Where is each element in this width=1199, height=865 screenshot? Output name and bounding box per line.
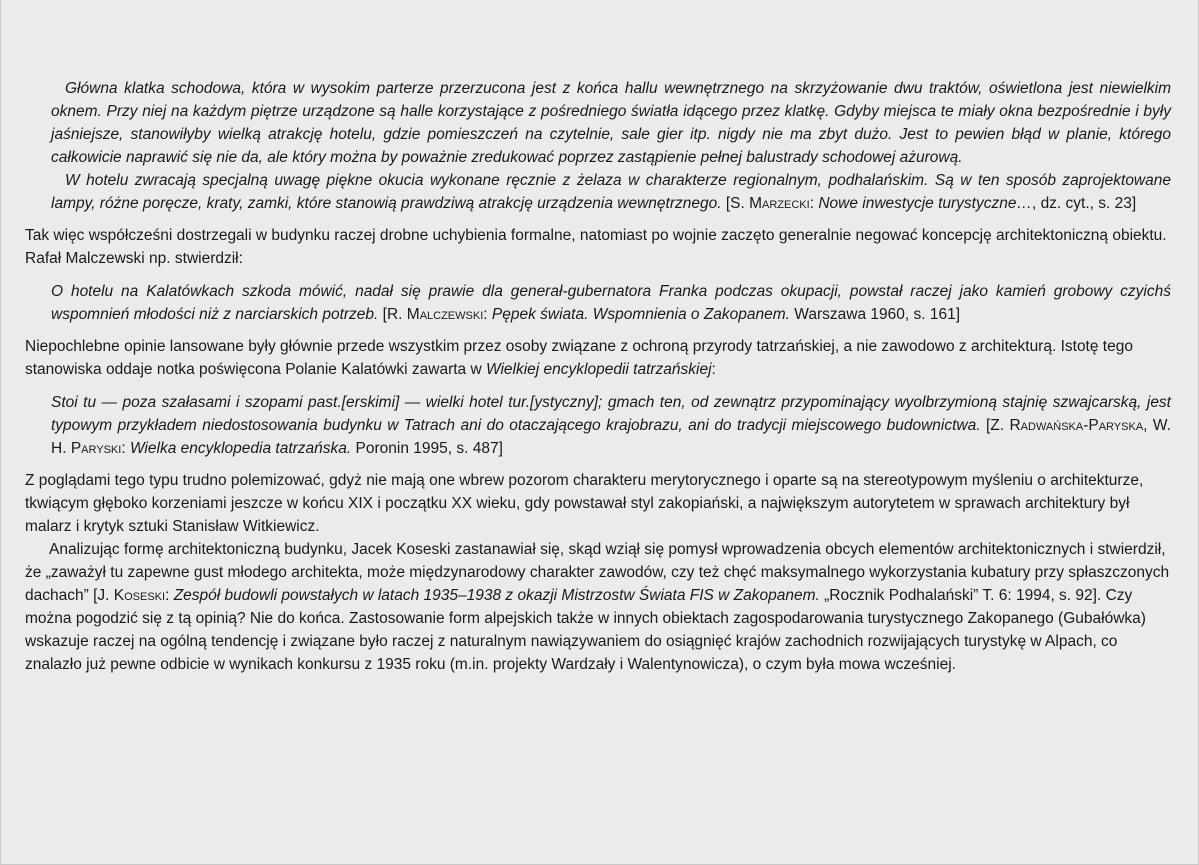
citation-author: Radwańska-Paryska <box>1009 417 1144 434</box>
quote-paragraph: Główna klatka schodowa, która w wysokim parterze przerzucona jest z końca hallu wewnętrznego na skrzyżowanie dwu traktów, oświetlona jest niewielkim oknem. Przy niej na każdym piętrze urządzone są halle korzystające z pośredniego światła idącego przez klatkę. Gdyby miejsca te miały okna bezpośrednie i były jaśniejsze, stanowiłyby wielką atrakcję hotelu, gdzie pomieszczeń na czytelnie, sale gier itp. nigdy nie ma zbyt dużo. Jest to pewien błąd w planie, którego całkowicie naprawić się nie da, ale który można by poważnie zredukować poprzez zastąpienie pełnej balustrady schodowej ażurową. <box>51 80 1171 166</box>
block-quote-malczewski: O hotelu na Kalatówkach szkoda mówić, nadał się prawie dla generał-gubernatora Franka podczas okupacji, powstał raczej jako kamień grobowy czyichś wspomnień młodości niż z narciarskich potrzeb. [R. Malczewski: Pępek świata. Wspomnienia o Zakopanem. Warszawa 1960, s. 161] <box>51 283 1171 323</box>
citation: [S. <box>721 195 750 212</box>
paragraph: Analizując formę architektoniczną budynku, Jacek Koseski zastanawiał się, skąd wziął się pomysł wprowadzenia obcych elementów architektonicznych i stwierdził, że „zaważył tu zapewne gust młodego architekta, może międzynarodowy charakter zawodów, czy też chęć maksymalnego wykorzystania kubatury przy spłaszczonych dachach” [J. Koseski: Zespół budowli powstałych w latach 1935–1938 z okazji Mistrzostw Świata FIS w Zakopanem. „Rocznik Podhalański” T. 6: 1994, s. 92]. Czy można pogodzić się z tą opinią? Nie do końca. Zastosowanie form alpejskich także w innych obiektach zagospodarowania turystycznego Zakopanego (Gubałówka) wskazuje raczej na ogólną tendencję i związane było raczej z naturalnym nawiązywaniem do osiągnięć krajów zachodnich rozwijających turystykę w Alpach, co znalazło już pewne odbicie w wynikach konkursu z 1935 roku (m.in. projekty Wardzały i Walentynowicza), o czym była mowa wcześniej. <box>25 541 1170 673</box>
cited-work-title: Wielkiej encyklopedii tatrzańskiej <box>485 361 712 378</box>
paragraph: Z poglądami tego typu trudno polemizować, gdyż nie mają one wbrew pozorom charakteru merytorycznego i oparte są na stereotypowym myśleniu o architekturze, tkwiącym głęboko korzeniami jeszcze w końcu XIX i początku XX wieku, gdy powstawał styl zakopiański, a największym autorytetem w sprawach architektury był malarz i krytyk sztuki Stanisław Witkiewicz. <box>25 472 1144 535</box>
citation-title: Pępek świata. Wspomnienia o Zakopanem. <box>491 306 790 323</box>
quote-paragraph: W hotelu zwracają specjalną uwagę piękne okucia wykonane ręcznie z żelaza w charakterze regionalnym, podhalańskim. Są w ten sposób zaprojektowane lampy, różne poręcze, kraty, zamki, które stanowią prawdziwą atrakcję urządzenia wewnętrznego. <box>51 172 1171 212</box>
citation-author: Paryski <box>70 440 122 457</box>
citation-title: Nowe inwestycje turystyczne… <box>818 195 1032 212</box>
paragraph: Tak więc współcześni dostrzegali w budynku raczej drobne uchybienia formalne, natomiast po wojnie zaczęto generalnie negować koncepcję architektoniczną obiektu. Rafał Malczewski np. stwierdził: <box>25 227 1167 267</box>
paragraph: Niepochlebne opinie lansowane były głównie przede wszystkim przez osoby związane z ochroną przyrody tatrzańskiej, a nie zawodowo z architekturą. Istotę tego stanowiska oddaje notka poświęcona Polanie Kalatówki zawarta w Wielkiej encyklopedii tatrzańskiej: <box>25 338 1133 378</box>
block-quote-hotel-staircase: Główna klatka schodowa, która w wysokim parterze przerzucona jest z końca hallu wewnętrznego na skrzyżowanie dwu traktów, oświetlona jest niewielkim oknem. Przy niej na każdym piętrze urządzone są halle korzystające z pośredniego światła idącego przez klatkę. Gdyby miejsca te miały okna bezpośrednie i były jaśniejsze, stanowiłyby wielką atrakcję hotelu, gdzie pomieszczeń na czytelnie, sale gier itp. nigdy nie ma zbyt dużo. Jest to pewien błąd w planie, którego całkowicie naprawić się nie da, ale który można by poważnie zredukować poprzez zastąpienie pełnej balustrady schodowej ażurową. W hotelu zwracają specjalną uwagę piękne okucia wykonane ręcznie z żelaza w charakterze regionalnym, podhalańskim. Są w ten sposób zaprojektowane lampy, różne poręcze, kraty, zamki, które stanowią prawdziwą atrakcję urządzenia wewnętrznego. [S. Marzecki: Nowe inwestycje turystyczne…, dz. cyt., s. 23] <box>51 80 1171 212</box>
citation-author: Koseski <box>113 587 166 604</box>
citation-title: Zespół budowli powstałych w latach 1935–1938 z okazji Mistrzostw Świata FIS w Zakopanem. <box>173 587 820 604</box>
citation-title: Wielka encyklopedia tatrzańska. <box>129 440 352 457</box>
citation-author: Marzecki <box>749 195 810 212</box>
citation-author: Malczewski <box>406 306 484 323</box>
document-text <box>25 77 1171 676</box>
block-quote-encyclopedia: Stoi tu — poza szałasami i szopami past.[erskimi] — wielki hotel tur.[ystyczny]; gmach ten, od zewnątrz przypominający wyolbrzymioną stajnię szwajcarską, jest typowym przykładem niedostosowania budynku w Tatrach ani do otaczającego krajobrazu, ani do tradycji miejscowego budownictwa. [Z. Radwańska-Paryska, W. H. Paryski: Wielka encyklopedia tatrzańska. Poronin 1995, s. 487] <box>51 394 1171 457</box>
